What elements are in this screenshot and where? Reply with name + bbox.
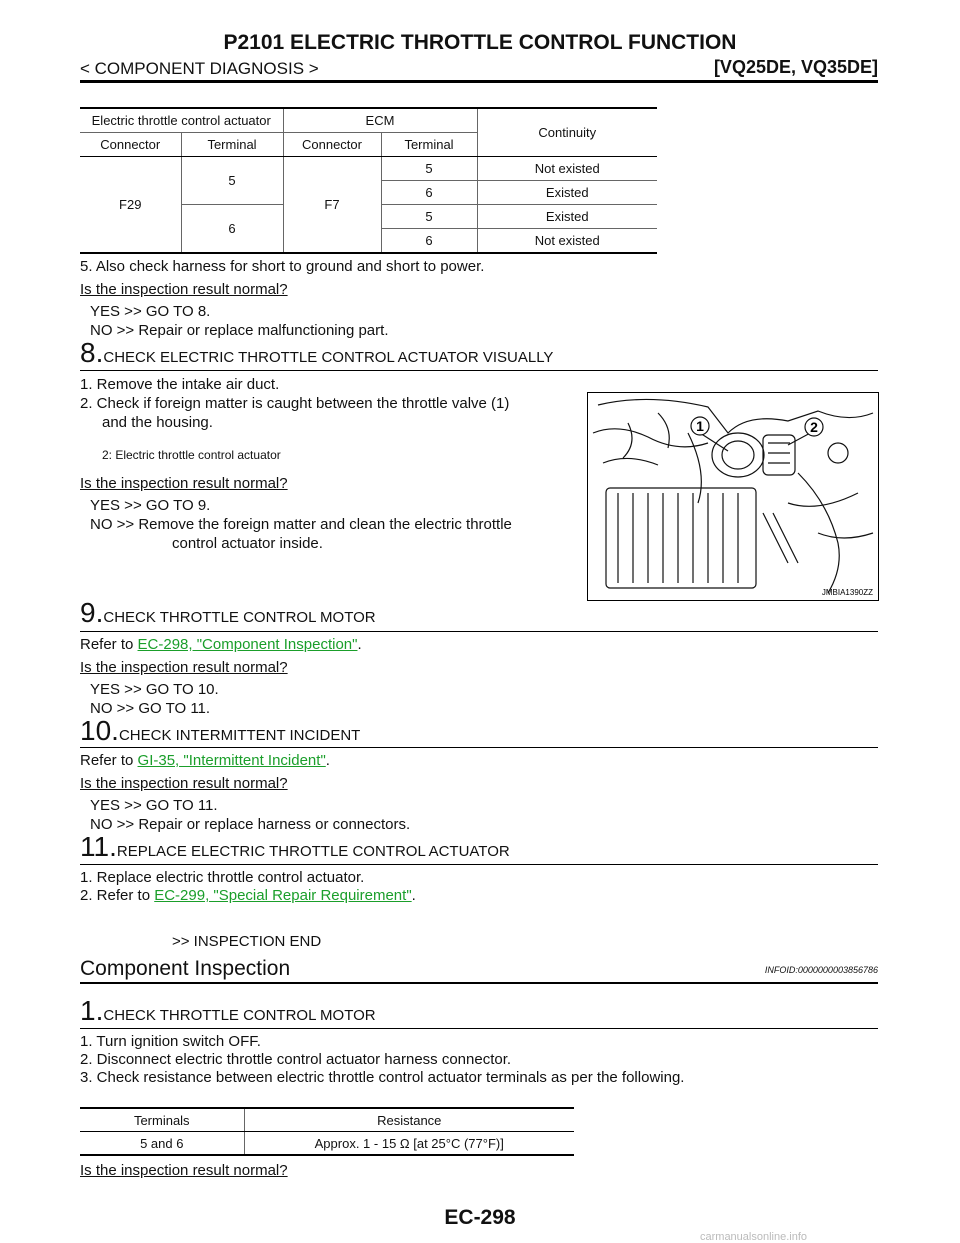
step8-yes: YES >> GO TO 9. <box>90 497 211 514</box>
table-cell: F7 <box>283 157 381 254</box>
step8-no-cont: control actuator inside. <box>172 535 323 552</box>
step10-no: NO >> Repair or replace harness or connectors. <box>90 816 411 833</box>
ci-step-title: CHECK THROTTLE CONTROL MOTOR <box>103 1007 376 1024</box>
refer-text: Refer to <box>80 752 138 769</box>
refer-suffix: . <box>411 887 416 904</box>
step9-question: Is the inspection result normal? <box>80 659 288 676</box>
figure-caption: 2: Electric throttle control actuator <box>102 448 281 462</box>
step11-rule <box>80 864 878 865</box>
step7-question: Is the inspection result normal? <box>80 281 288 298</box>
step9-title: CHECK THROTTLE CONTROL MOTOR <box>103 609 376 626</box>
table-cell: F29 <box>80 157 181 254</box>
inspection-end: >> INSPECTION END <box>172 933 322 950</box>
section-rule <box>80 982 878 984</box>
step10-title: CHECK INTERMITTENT INCIDENT <box>118 727 361 744</box>
table-cell: Existed <box>477 205 657 229</box>
table-cell: Existed <box>477 181 657 205</box>
watermark: carmanualsonline.info <box>700 1231 808 1243</box>
table-cell: 6 <box>381 229 477 254</box>
table-cell: Approx. 1 - 15 Ω [at 25°C (77°F)] <box>244 1132 574 1156</box>
engine-bay-illustration <box>588 393 878 600</box>
step9-no: NO >> GO TO 11. <box>90 700 211 717</box>
table-cell: 5 <box>381 205 477 229</box>
link-component-inspection[interactable]: EC-298, "Component Inspection" <box>137 636 358 653</box>
step9-refer <box>80 635 362 654</box>
figure-callout-2: 2 <box>810 419 818 435</box>
table-head-terminal: Terminal <box>381 133 477 157</box>
step8-no: NO >> Remove the foreign matter and clean the electric throttle <box>90 516 512 533</box>
table-cell: Not existed <box>477 229 657 254</box>
table-cell: 5 <box>381 157 477 181</box>
table-head-terminals: Terminals <box>80 1108 244 1132</box>
table-cell: Not existed <box>477 157 657 181</box>
continuity-table <box>80 107 657 254</box>
figure-id: JMBIA1390ZZ <box>821 588 873 597</box>
ci-step-heading <box>80 995 376 1027</box>
step10-refer <box>80 751 330 770</box>
table-head-continuity: Continuity <box>477 108 657 157</box>
refer-text: Refer to <box>80 636 138 653</box>
link-special-repair-requirement[interactable]: EC-299, "Special Repair Requirement" <box>154 887 412 904</box>
ci-item2: 2. Disconnect electric throttle control actuator harness connector. <box>80 1051 512 1068</box>
header-rule <box>80 80 878 83</box>
refer-suffix: . <box>325 752 330 769</box>
link-intermittent-incident[interactable]: GI-35, "Intermittent Incident" <box>137 752 326 769</box>
refer-text: 2. Refer to <box>80 887 155 904</box>
section-heading: Component Inspection <box>80 957 291 980</box>
ci-question: Is the inspection result normal? <box>80 1162 288 1179</box>
step11-item1: 1. Replace electric throttle control actuator. <box>80 869 365 886</box>
ci-item1: 1. Turn ignition switch OFF. <box>80 1033 261 1050</box>
step9-heading <box>80 597 376 629</box>
step7-item5: 5. Also check harness for short to ground and short to power. <box>80 258 485 275</box>
step8-item1: 1. Remove the intake air duct. <box>80 376 280 393</box>
page-title: P2101 ELECTRIC THROTTLE CONTROL FUNCTION <box>223 31 737 54</box>
step8-heading <box>80 337 553 369</box>
ci-step-number: 1. <box>80 995 104 1026</box>
table-head-actuator: Electric throttle control actuator <box>80 108 283 133</box>
step7-yes: YES >> GO TO 8. <box>90 303 211 320</box>
step9-rule <box>80 631 878 632</box>
table-cell: 6 <box>181 205 283 254</box>
step11-item2 <box>80 886 416 905</box>
step10-number: 10. <box>80 715 119 746</box>
engine-label: [VQ25DE, VQ35DE] <box>713 57 878 77</box>
step8-item2: 2. Check if foreign matter is caught between the throttle valve (1) <box>80 395 510 412</box>
table-head-ecm: ECM <box>283 108 477 133</box>
step8-item2-cont: and the housing. <box>102 414 213 431</box>
ci-step-rule <box>80 1028 878 1029</box>
section-label: < COMPONENT DIAGNOSIS > <box>80 59 319 78</box>
step11-title: REPLACE ELECTRIC THROTTLE CONTROL ACTUATOR <box>116 843 510 860</box>
resistance-table <box>80 1107 574 1156</box>
table-head-terminal: Terminal <box>181 133 283 157</box>
step10-heading <box>80 715 360 747</box>
step9-number: 9. <box>80 597 104 628</box>
table-head-resistance: Resistance <box>244 1108 574 1132</box>
page-number: EC-298 <box>444 1206 516 1229</box>
step8-question: Is the inspection result normal? <box>80 475 288 492</box>
step8-number: 8. <box>80 337 104 368</box>
step11-number: 11. <box>80 831 117 862</box>
table-cell: 5 <box>181 157 283 205</box>
step8-title: CHECK ELECTRIC THROTTLE CONTROL ACTUATOR VISUALLY <box>103 349 554 366</box>
step10-yes: YES >> GO TO 11. <box>90 797 218 814</box>
info-id: INFOID:0000000003856786 <box>764 965 878 975</box>
step9-yes: YES >> GO TO 10. <box>90 681 219 698</box>
refer-suffix: . <box>357 636 362 653</box>
figure-callout-1: 1 <box>696 418 704 434</box>
step8-rule <box>80 370 878 371</box>
table-head-connector: Connector <box>80 133 181 157</box>
table-cell: 5 and 6 <box>80 1132 244 1156</box>
step11-heading <box>80 831 510 863</box>
table-cell: 6 <box>381 181 477 205</box>
step10-rule <box>80 747 878 748</box>
step10-question: Is the inspection result normal? <box>80 775 288 792</box>
table-head-connector: Connector <box>283 133 381 157</box>
engine-bay-figure <box>587 392 879 601</box>
step7-no: NO >> Repair or replace malfunctioning part. <box>90 322 389 339</box>
ci-item3: 3. Check resistance between electric throttle control actuator terminals as per the following. <box>80 1069 685 1086</box>
